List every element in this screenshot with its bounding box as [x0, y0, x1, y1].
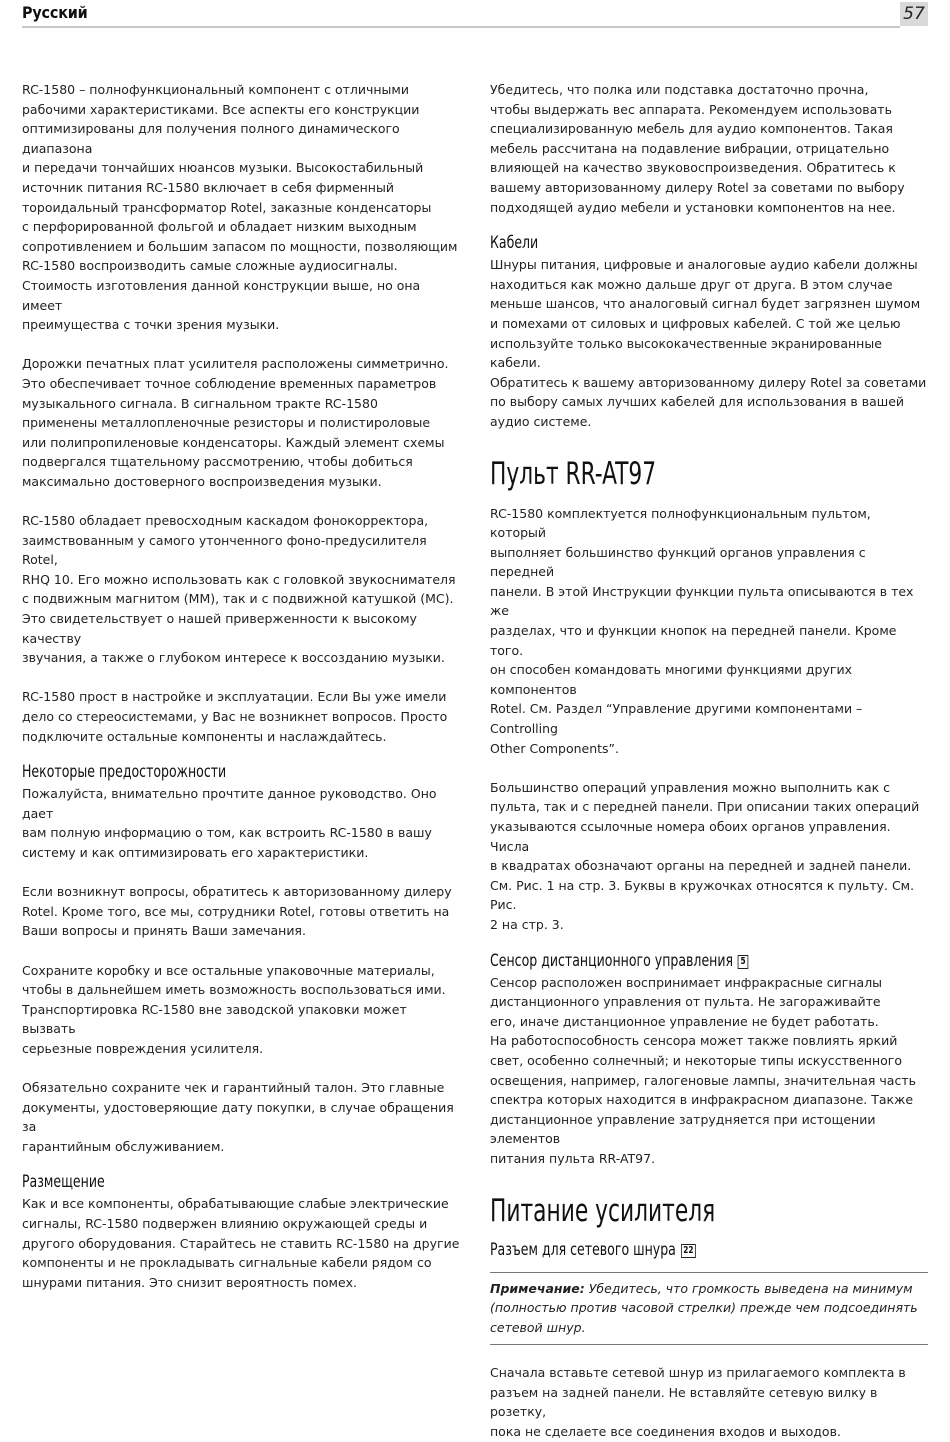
power-paragraph: Сначала вставьте сетевой шнур из прилагаемого комплекта в разъем на задней панели. Не вставляйте сетевую вилку в розетку, пока не сделаете все соединения входов и выходов.: [490, 1365, 906, 1440]
precautions-paragraph-4: Обязательно сохраните чек и гарантийный талон. Это главные документы, удостоверяющие дату покупки, в случае обращения за гарантийным обслуживанием.: [22, 1080, 454, 1154]
remote-paragraph-2: Большинство операций управления можно выполнить как с пульта, так и с передней панели. При описании таких операций указываются ссылочные номера обоих органов управления. Числа в квадратах обозначают органы на передней и задней панели. См. Рис. 1 на стр. 3. Буквы в кружочках относятся к пульту. См. Рис. 2 на стр. 3.: [490, 779, 920, 932]
cables-heading: Кабели: [490, 233, 539, 254]
precautions-heading: Некоторые предосторожности: [22, 762, 227, 783]
sensor-heading: [490, 950, 849, 973]
power-heading: Питание усилителя: [490, 1192, 716, 1229]
intro-paragraph-4: RC-1580 прост в настройке и эксплуатации. Если Вы уже имели дело со стереосистемами, у Вас не возникнет вопросов. Просто подключите остальные компоненты и наслаждайтесь.: [22, 689, 448, 744]
left-column: [22, 80, 462, 1292]
shelf-paragraph: Убедитесь, что полка или подставка достаточно прочна, чтобы выдержать вес аппарата. Рекомендуем использовать специализированную мебель для аудио компонентов. Такая мебель рассчитана на подавление вибрации, отрицательно влияющей на качество звуковоспроизведения. Обратитесь к вашему авторизованному дилеру Rotel за советами по выбору подходящей аудио мебели и установки компонентов на нее.: [490, 82, 905, 215]
remote-paragraph-1: RC-1580 комплектуется полнофункциональным пультом, который выполняет большинство функций органов управления с передней панели. В этой Инструкции функции пульта описываются в тех же разделах, что и функции кнопок на передней панели. Кроме того. он способен командовать многими функциями других компонентов Rotel. См. Раздел “Управление другими компонентами – Controlling Other Components”.: [490, 505, 914, 756]
cables-paragraph: Шнуры питания, цифровые и аналоговые аудио кабели должны находиться как можно дальше друг от друга. В этом случае меньше шансов, что аналоговый сигнал будет загрязнен шумом и помехами от силовых и цифровых кабелей. С той же целью используйте только высококачественные экранированные кабели. Обратитесь к вашему авторизованному дилеру Rotel за советами по выбору самых лучших кабелей для использования в вашей аудио системе.: [490, 257, 927, 429]
note-body: Убедитесь, что громкость выведена на минимум (полностью против часовой стрелки) прежде чем подсоединять сетевой шнур.: [490, 1280, 918, 1335]
page-number: 57: [900, 2, 928, 26]
precautions-paragraph-3: Сохраните коробку и все остальные упаковочные материалы, чтобы в дальнейшем иметь возможность воспользоваться ими. Транспортировка RC-1580 вне заводской упаковки может вызвать серьезные повреждения усилителя.: [22, 962, 446, 1056]
precautions-paragraph-2: Если возникнут вопросы, обратитесь к авторизованному дилеру Rotel. Кроме того, все мы, сотрудники Rotel, готовы ответить на Ваши вопросы и принять Ваши замечания.: [22, 884, 452, 939]
intro-paragraph-1: RC-1580 – полнофункциональный компонент с отличными рабочими характеристиками. Все аспекты его конструкции оптимизированы для получения полного динамического диапазона и передачи тончайших нюансов музыки. Высокостабильный источник питания RC-1580 включает в себя фирменный тороидальный трансформатор Rotel, заказные конденсаторы с перфорированной фольгой и обладает низким выходным сопротивлением и большим запасом по мощности, позволяющим RC-1580 воспроизводить самые сложные аудиосигналы. Стоимость изготовления данной конструкции выше, но она имеет преимущества с точки зрения музыки.: [22, 82, 458, 333]
sensor-heading-text: Сенсор дистанционного управления: [490, 950, 734, 971]
note-label: Примечание:: [490, 1280, 585, 1296]
intro-paragraph-2: Дорожки печатных плат усилителя расположены симметрично. Это обеспечивает точное соблюдение временных параметров музыкального сигнала. В сигнальном тракте RC-1580 применены металлопленочные резисторы и полистироловые или полипропиленовые конденсаторы. Каждый элемент схемы подвергался тщательному рассмотрению, чтобы добиться максимально достоверного воспроизведения музыки.: [22, 356, 449, 489]
sensor-paragraph: Сенсор расположен воспринимает инфракрасные сигналы дистанционного управления от пульта. Не загораживайте его, иначе дистанционное управление не будет работать. На работоспособность сенсора может также повлиять яркий свет, особенно солнечный; и некоторые типы искусственного освещения, например, галогеновые лампы, значительная часть спектра которых находится в инфракрасном диапазоне. Также дистанционное управление затрудняется при истощении элементов питания пульта RR-AT97.: [490, 974, 916, 1166]
placement-heading: Размещение: [22, 1172, 105, 1193]
page-header: [22, 0, 928, 30]
intro-paragraph-3: RC-1580 обладает превосходным каскадом фонокорректора, заимствованным у самого утонченного фоно-предусилителя Rotel, RHQ 10. Его можно использовать как с головкой звукоснимателя с подвижным магнитом (MM), так и с подвижной катушкой (MC). Это свидетельствует о нашей приверженности к высокому качеству звучания, а также о глубоком интересе к воссозданию музыки.: [22, 513, 456, 666]
precautions-paragraph-1: Пожалуйста, внимательно прочтите данное руководство. Оно дает вам полную информацию о том, как встроить RC-1580 в вашу систему и как оптимизировать его характеристики.: [22, 786, 437, 860]
language-label: Русский: [22, 3, 88, 22]
placement-paragraph: Как и все компоненты, обрабатывающие слабые электрические сигналы, RC-1580 подвержен влиянию окружающей среды и другого оборудования. Старайтесь не ставить RC-1580 на другие компоненты и не прокладывать сигнальные кабели рядом со шнурами питания. Это снизит вероятность помех.: [22, 1196, 460, 1290]
socket-ref-badge: 22: [681, 1244, 696, 1258]
socket-heading: [490, 1239, 849, 1262]
socket-heading-text: Разъем для сетевого шнура: [490, 1239, 676, 1260]
remote-heading: Пульт RR-AT97: [490, 455, 657, 492]
sensor-ref-badge: 5: [738, 955, 748, 969]
note-text: [490, 1279, 928, 1338]
header-rule: [22, 26, 900, 28]
note-box: [490, 1272, 928, 1346]
right-column: [490, 80, 928, 1442]
